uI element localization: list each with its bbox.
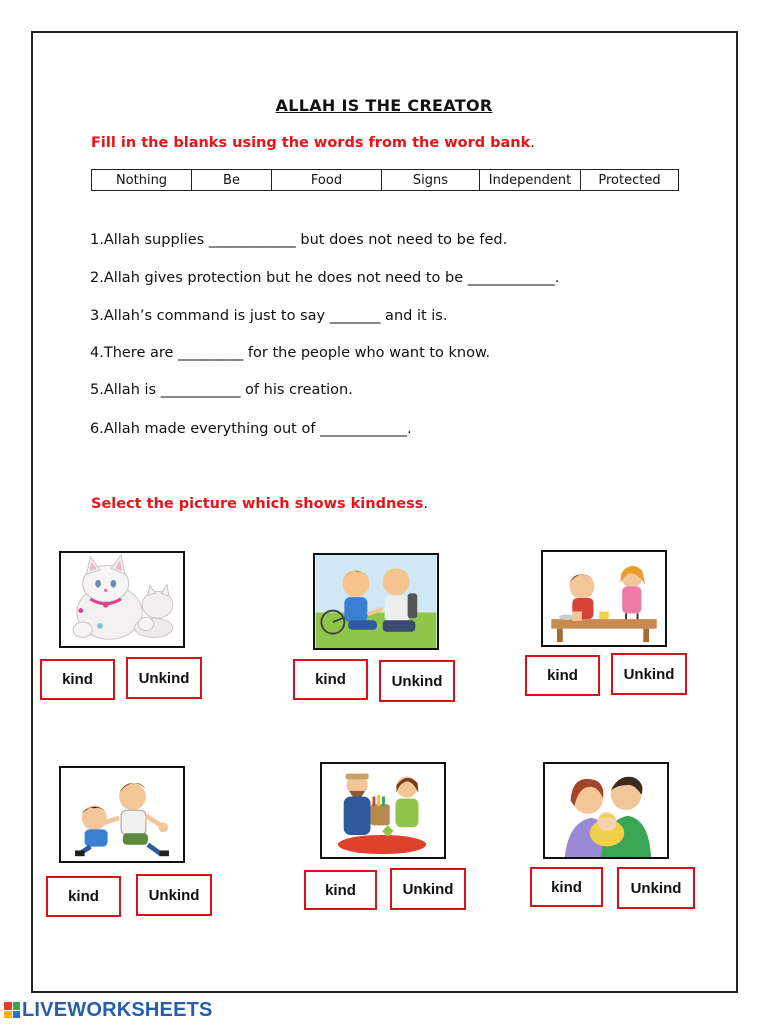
word-bank-item: Signs (382, 170, 480, 191)
word-bank (91, 169, 679, 191)
word-bank-item: Be (192, 170, 272, 191)
picture-boys-fighting (59, 766, 185, 863)
liveworksheets-brand[interactable]: LIVEWORKSHEETS (22, 998, 213, 1021)
question-5: 5.Allah is ___________ of his creation. (90, 382, 353, 398)
worksheet-title: ALLAH IS THE CREATOR (275, 96, 493, 115)
picture-parents-with-baby (543, 762, 669, 859)
word-bank-item: Protected (581, 170, 679, 191)
picture-boys-helping-friend (313, 553, 439, 650)
picture-cats (59, 551, 185, 648)
picture-helping-elderly-man (320, 762, 446, 859)
kindness-instruction-period: . (423, 496, 429, 512)
question-2: 2.Allah gives protection but he does not need to be ____________. (90, 270, 560, 286)
logo-square (4, 1011, 12, 1019)
kind-option-6[interactable]: kind (530, 867, 603, 907)
word-bank-item: Independent (480, 170, 581, 191)
kind-option-4[interactable]: kind (46, 876, 121, 917)
question-3: 3.Allah’s command is just to say _______ and it is. (90, 308, 448, 324)
fill-blanks-instruction-period: . (530, 135, 535, 151)
kind-option-1[interactable]: kind (40, 659, 115, 700)
logo-square (13, 1002, 21, 1010)
unkind-option-3[interactable]: Unkind (611, 653, 687, 695)
fill-blanks-instruction (91, 135, 535, 151)
kind-option-5[interactable]: kind (304, 870, 377, 910)
unkind-option-4[interactable]: Unkind (136, 874, 212, 916)
fill-blanks-instruction-text: Fill in the blanks using the words from the word bank (91, 135, 531, 151)
question-6: 6.Allah made everything out of ____________. (90, 421, 412, 437)
question-1: 1.Allah supplies ____________ but does not need to be fed. (90, 232, 508, 248)
kindness-instruction-text: Select the picture which shows kindness (91, 496, 424, 512)
logo-square (13, 1011, 21, 1019)
question-4: 4.There are _________ for the people who want to know. (90, 345, 491, 361)
liveworksheets-logo-icon (4, 1002, 20, 1018)
kindness-instruction (91, 496, 428, 512)
word-bank-item: Nothing (92, 170, 192, 191)
unkind-option-5[interactable]: Unkind (390, 868, 466, 910)
picture-kids-at-table (541, 550, 667, 647)
kind-option-2[interactable]: kind (293, 659, 368, 700)
word-bank-item: Food (272, 170, 382, 191)
unkind-option-2[interactable]: Unkind (379, 660, 455, 702)
kind-option-3[interactable]: kind (525, 655, 600, 696)
liveworksheets-footer (4, 998, 213, 1022)
unkind-option-6[interactable]: Unkind (617, 867, 695, 909)
unkind-option-1[interactable]: Unkind (126, 657, 202, 699)
logo-square (4, 1002, 12, 1010)
